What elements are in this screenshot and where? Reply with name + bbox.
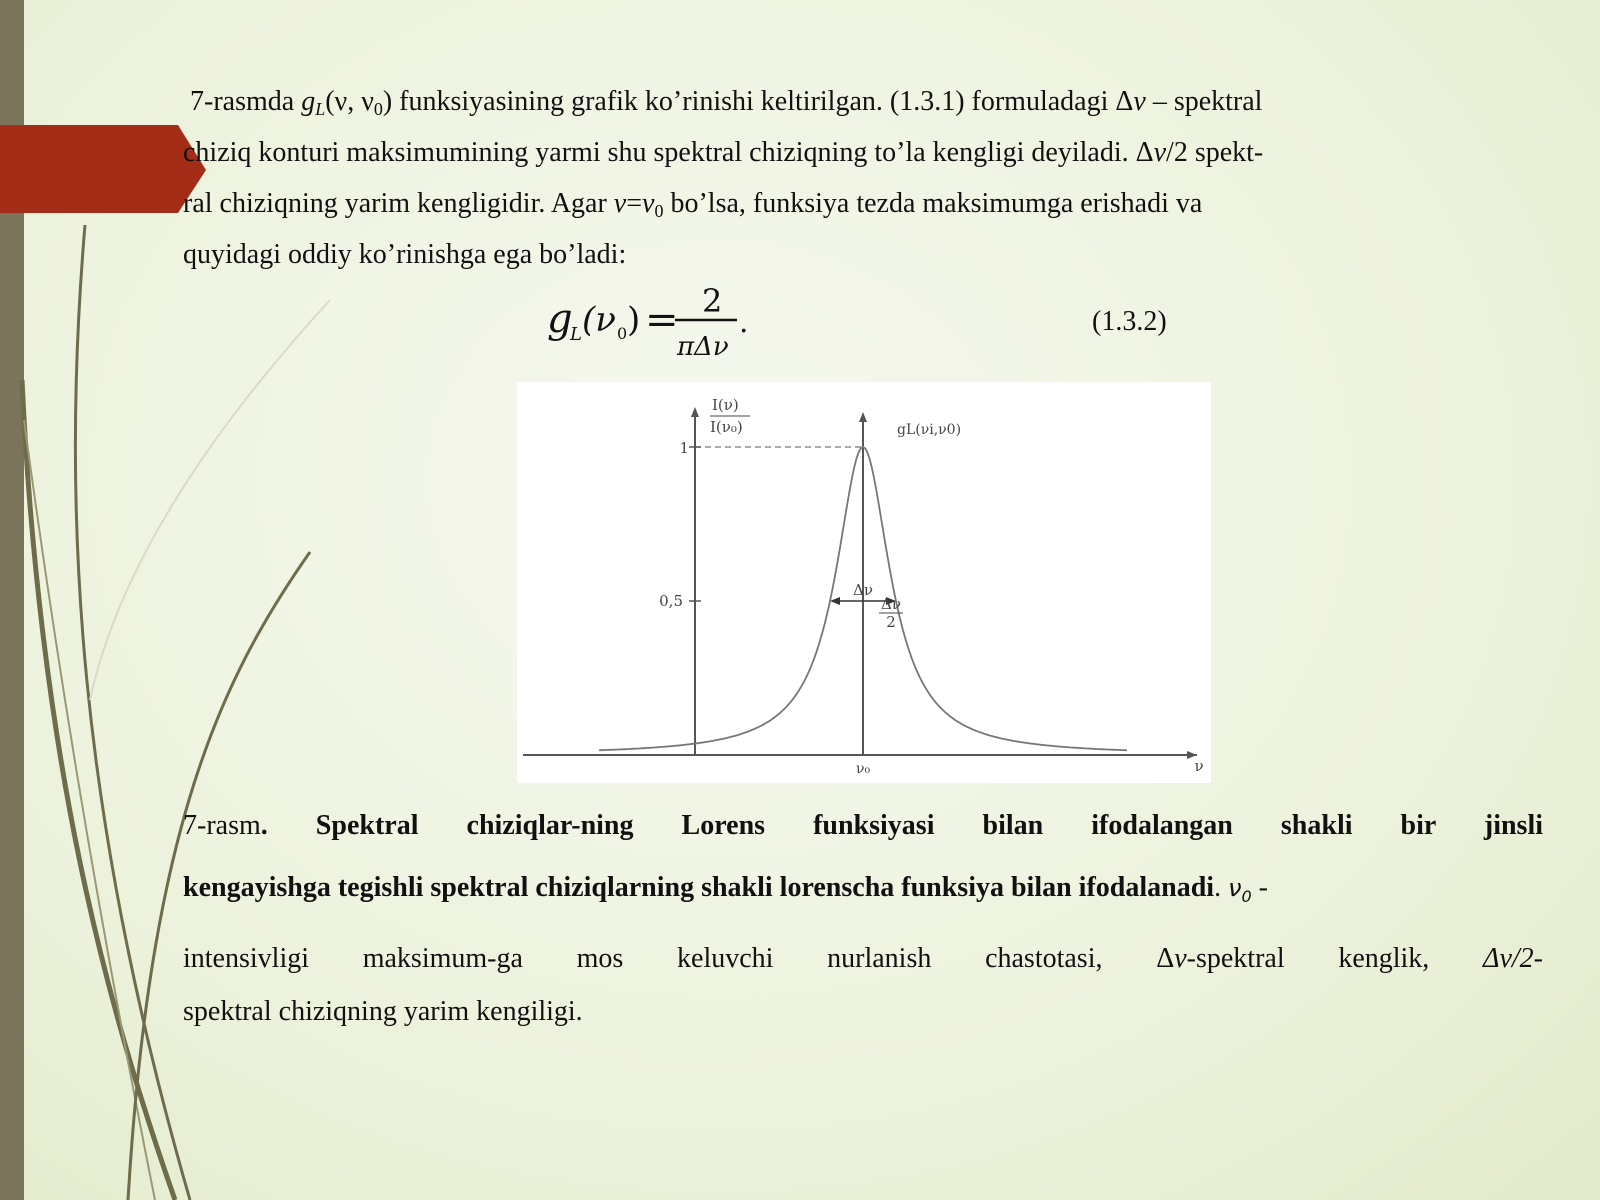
figure-caption — [183, 795, 1543, 1034]
swoop-line-5 — [90, 300, 330, 700]
paragraph-line-1: 7-rasmda $g_L(\nu$, $\nu_0$) funksiyasining grafik ko’rinishi keltirilgan. (1.3.1) formuladagi Δν – spektral — [190, 86, 1263, 119]
hwhm-denominator: 2 — [886, 613, 896, 631]
formula-arg-sub: 0 — [617, 324, 628, 343]
tick-label-1: 1 — [679, 439, 689, 457]
intro-paragraph — [183, 76, 1528, 280]
swoop-line-2 — [22, 380, 175, 1200]
swoop-line-1 — [75, 225, 190, 1200]
y-label-denominator: I(ν₀) — [710, 418, 743, 436]
formula-numerator: 2 — [702, 285, 723, 320]
hwhm-numerator: Δν — [881, 595, 901, 613]
equation-number: (1.3.2) — [1092, 306, 1167, 337]
fwhm-label: Δν — [853, 581, 873, 599]
caption-line-1: 7-rasm. Spektral chiziqlar-ning Lorens funksiyasi bilan ifodalangan shakli bir jinsli — [183, 810, 1543, 841]
tick-label-05: 0,5 — [659, 592, 683, 610]
formula-arg: (ν — [582, 300, 616, 340]
formula-lhs-sub: L — [570, 324, 582, 345]
paragraph-line-4: quyidagi oddiy ko’rinishga ega bo’ladi: — [183, 239, 627, 270]
x-center-label: ν₀ — [855, 761, 871, 777]
y-label-numerator: I(ν) — [712, 396, 739, 414]
formula-denominator: πΔν — [677, 332, 729, 362]
paragraph-line-3: ral chiziqning yarim kengligidir. Agar $\nu=\nu_0$ bo’lsa, funksiya tezda maksimumga erishadi va — [183, 188, 1203, 221]
center-axis-arrow — [859, 412, 867, 422]
curve-label: gL(νi,ν0) — [897, 422, 962, 438]
red-banner — [0, 125, 206, 213]
y-axis-arrow — [691, 407, 699, 417]
figure-lorentz — [517, 382, 1211, 783]
x-axis-label: ν — [1194, 757, 1204, 775]
caption-line-4: spektral chiziqning yarim kengiligi. — [183, 995, 583, 1027]
paragraph-line-2: chiziq konturi maksimumining yarmi shu spektral chiziqning to’la kengligi deyiladi. Δν/2 spekt- — [183, 137, 1264, 168]
formula-arg-close: ) — [627, 300, 641, 340]
formula-1-3-2 — [545, 285, 765, 365]
formula-equals: = — [645, 297, 679, 343]
lorentz-chart — [517, 382, 1211, 783]
formula-lhs: g — [547, 296, 573, 342]
formula-period: . — [739, 305, 749, 340]
caption-line-2: kengayishga tegishli spektral chiziqlarning shakli lorenscha funksiya bilan ifodalanadi. $\nu_0$ - — [183, 872, 1268, 906]
caption-line-3: intensivligi maksimum-ga mos keluvchi nurlanish chastotasi, Δν-spektral kenglik, Δν/2- — [183, 942, 1543, 974]
